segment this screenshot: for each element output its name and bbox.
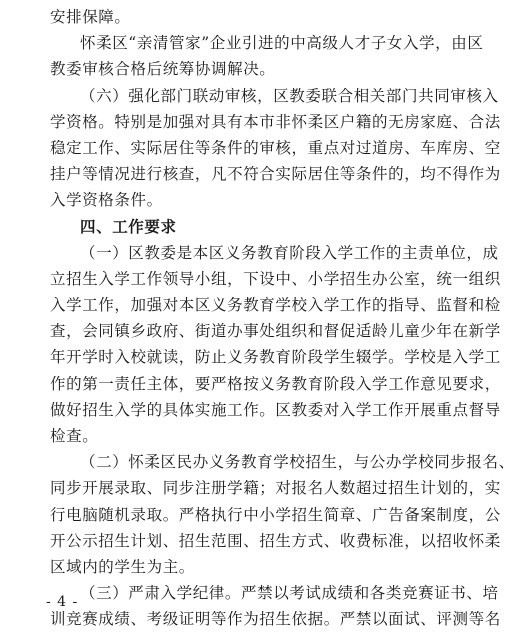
paragraph-line: 教委审核合格后统筹协调解决。: [50, 60, 276, 79]
paragraph-line: （二）怀柔区民办义务教育学校招生，与公办学校同步报名、: [80, 453, 515, 472]
paragraph-line: 入学工作，加强对本区义务教育学校入学工作的指导、监督和检: [50, 296, 501, 315]
paragraph-line: 做好招生入学的具体实施工作。区教委对入学工作开展重点督导: [50, 400, 501, 419]
paragraph-line: 立招生入学工作领导小组，下设中、小学招生办公室，统一组织: [50, 269, 501, 288]
paragraph-line: 作的第一责任主体，要严格按义务教育阶段入学工作意见要求，: [50, 374, 501, 393]
paragraph-line: 挂户等情况进行核查，凡不符合实际居住等条件的，均不得作为: [50, 165, 501, 184]
paragraph-line: 学资格。特别是加强对具有本市非怀柔区户籍的无房家庭、合法: [50, 112, 501, 131]
paragraph-line: 怀柔区“亲清管家”企业引进的中高级人才子女入学，由区: [80, 34, 484, 53]
paragraph-line: （六）强化部门联动审核，区教委联合相关部门共同审核入: [80, 86, 499, 105]
paragraph-line: 入学资格条件。: [50, 191, 163, 210]
paragraph-line: 年开学时入校就读，防止义务教育阶段学生辍学。学校是入学工: [50, 348, 501, 367]
page-number: - 4 -: [46, 594, 79, 610]
paragraph-line: 查，会同镇乡政府、街道办事处组织和督促适龄儿童少年在新学: [50, 322, 501, 341]
section-heading: 四、工作要求: [80, 217, 177, 236]
paragraph-line: （一）区教委是本区义务教育阶段入学工作的主责单位，成: [80, 243, 499, 262]
paragraph-line: 开公示招生计划、招生范围、招生方式、收费标准，以招收怀柔: [50, 531, 501, 550]
paragraph-line: 安排保障。: [50, 8, 131, 26]
paragraph-line: （三）严肃入学纪律。严禁以考试成绩和各类竞赛证书、培: [80, 584, 499, 603]
paragraph-line: 稳定工作、实际居住等条件的审核，重点对过道房、车库房、空: [50, 138, 501, 157]
paragraph-line: 行电脑随机录取。严格执行中小学招生简章、广告备案制度，公: [50, 505, 501, 524]
paragraph-line: 训竞赛成绩、考级证明等作为招生依据。严禁以面试、评测等名: [50, 610, 501, 629]
document-body: [50, 4, 515, 633]
paragraph-line: 区域内的学生为主。: [50, 557, 195, 576]
paragraph-line: 检查。: [50, 427, 99, 445]
paragraph-line: 同步开展录取、同步注册学籍；对报名人数超过招生计划的，实: [50, 479, 501, 498]
